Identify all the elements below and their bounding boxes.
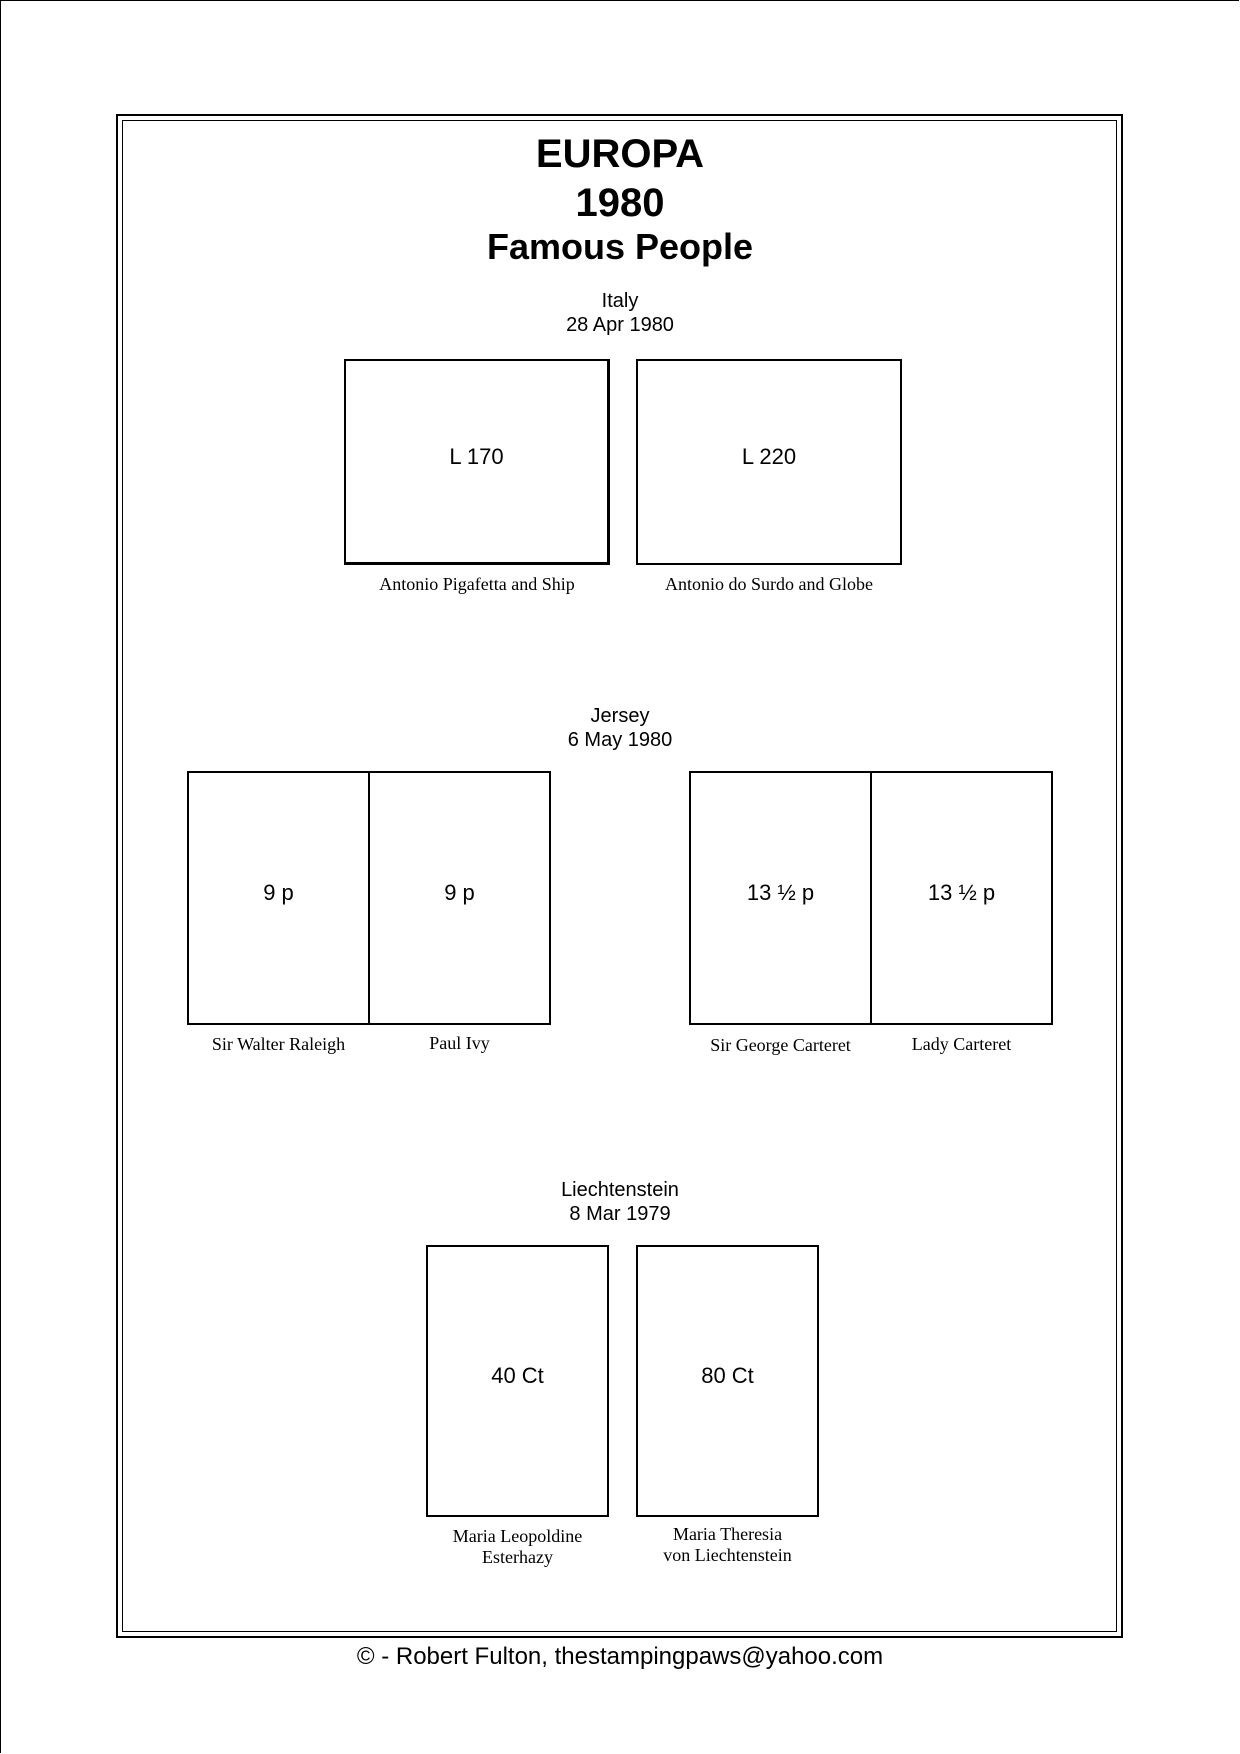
stamp-box [870, 771, 1053, 1025]
stamp-caption: Lady Carteret [911, 1034, 1012, 1054]
stamp-box [636, 1245, 819, 1517]
stamp-caption-line: Maria Theresia [672, 1524, 783, 1544]
stamp-caption: Antonio Pigafetta and Ship [379, 574, 575, 594]
section-date-liechtenstein: 8 Mar 1979 [569, 1203, 671, 1225]
stamp-value: 13 ½ p [746, 880, 815, 905]
page-year: 1980 [575, 181, 665, 225]
stamp-value: L 220 [741, 444, 797, 469]
copyright-footer: © - Robert Fulton, thestampingpaws@yahoo.com [356, 1643, 884, 1670]
section-date-jersey: 6 May 1980 [567, 729, 673, 751]
stamp-box [344, 359, 610, 565]
stamp-caption [636, 1524, 819, 1566]
section-country-italy: Italy [601, 290, 639, 312]
stamp-box [689, 771, 872, 1025]
stamp-value: 9 p [263, 880, 294, 905]
section-date-italy: 28 Apr 1980 [566, 314, 674, 336]
stamp-caption: Sir Walter Raleigh [211, 1034, 346, 1054]
stamp-box [368, 771, 551, 1025]
stamp-caption-line: Esterhazy [482, 1547, 553, 1567]
page-theme: Famous People [486, 226, 754, 267]
stamp-box [187, 771, 370, 1025]
stamp-value: 80 Ct [701, 1363, 754, 1388]
page-title: EUROPA [535, 132, 705, 176]
stamp-caption: Sir George Carteret [710, 1035, 851, 1055]
stamp-caption: Paul Ivy [429, 1033, 490, 1053]
stamp-box [426, 1245, 609, 1517]
stamp-caption [426, 1526, 609, 1568]
stamp-caption-line: von Liechtenstein [663, 1545, 792, 1565]
stamp-value: L 170 [449, 443, 504, 469]
section-country-jersey: Jersey [590, 705, 650, 727]
stamp-value: 40 Ct [491, 1363, 544, 1388]
section-country-liechtenstein: Liechtenstein [561, 1179, 679, 1201]
stamp-value: 13 ½ p [927, 880, 996, 905]
stamp-value: 9 p [444, 880, 475, 905]
stamp-caption-line: Maria Leopoldine [452, 1526, 583, 1546]
stamp-box [636, 359, 902, 565]
stamp-caption: Antonio do Surdo and Globe [665, 574, 873, 594]
